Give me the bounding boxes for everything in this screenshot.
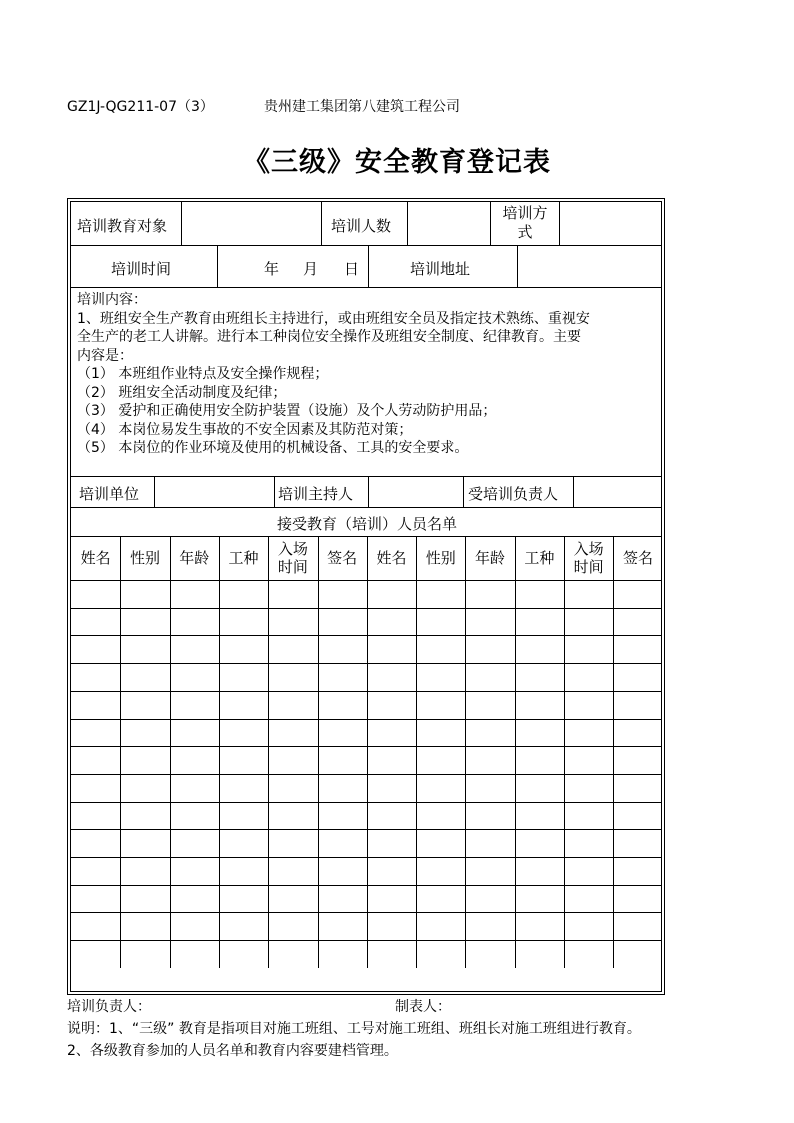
roster-cell[interactable] [466, 830, 513, 856]
roster-cell[interactable] [417, 913, 464, 939]
content-paragraph-line: 1、班组安全生产教育由班组长主持进行，或由班组安全员及指定技术熟练、重视安 [77, 310, 590, 327]
roster-cell[interactable] [614, 581, 661, 607]
roster-cell[interactable] [466, 913, 513, 939]
roster-cell[interactable] [319, 720, 366, 746]
roster-cell[interactable] [417, 609, 464, 635]
roster-cell[interactable] [319, 636, 366, 662]
roster-cell[interactable] [417, 720, 464, 746]
roster-cell[interactable] [121, 913, 168, 939]
roster-cell[interactable] [565, 775, 612, 801]
roster-cell[interactable] [466, 858, 513, 884]
roster-cell[interactable] [72, 747, 119, 773]
roster-cell[interactable] [72, 581, 119, 607]
roster-cell[interactable] [269, 886, 316, 912]
responsible-field[interactable] [574, 477, 660, 506]
footer-preparer-label: 制表人： [395, 999, 451, 1015]
roster-cell[interactable] [614, 803, 661, 829]
roster-column-header [170, 549, 219, 567]
roster-cell[interactable] [269, 858, 316, 884]
roster-cell[interactable] [269, 747, 316, 773]
roster-cell[interactable] [72, 609, 119, 635]
roster-cell[interactable] [171, 830, 218, 856]
roster-cell[interactable] [417, 692, 464, 718]
training-method-field[interactable] [560, 203, 660, 244]
roster-column-header-line2: 时间 [573, 558, 604, 576]
content-paragraph-line: 全生产的老工人讲解。进行本工种岗位安全操作及班组安全制度、纪律教育。主要 [77, 329, 581, 345]
roster-cell[interactable] [121, 775, 168, 801]
roster-cell[interactable] [368, 913, 415, 939]
registration-form [67, 198, 665, 995]
roster-cell[interactable] [516, 720, 563, 746]
roster-cell[interactable] [565, 830, 612, 856]
column-divider [274, 476, 275, 507]
roster-cell[interactable] [171, 941, 218, 967]
roster-cell[interactable] [417, 803, 464, 829]
roster-cell[interactable] [368, 720, 415, 746]
roster-cell[interactable] [368, 830, 415, 856]
roster-cell[interactable] [466, 886, 513, 912]
roster-cell[interactable] [269, 720, 316, 746]
roster-cell[interactable] [466, 803, 513, 829]
roster-cell[interactable] [466, 720, 513, 746]
roster-cell[interactable] [466, 747, 513, 773]
training-method-label-line1: 培训方 [502, 204, 548, 222]
footer-signatures [67, 996, 451, 1016]
roster-column-header [120, 549, 169, 567]
roster-cell[interactable] [565, 720, 612, 746]
roster-cell[interactable] [319, 664, 366, 690]
roster-column-header [515, 549, 564, 567]
roster-column-header-line1: 姓名 [376, 549, 407, 567]
roster-cell[interactable] [565, 858, 612, 884]
content-item: （5） 本岗位的作业环境及使用的机械设备、工具的安全要求。 [77, 440, 469, 456]
roster-cell[interactable] [220, 664, 267, 690]
roster-cell[interactable] [565, 913, 612, 939]
roster-cell[interactable] [220, 747, 267, 773]
roster-cell[interactable] [368, 858, 415, 884]
form-inner-frame [70, 201, 662, 992]
roster-cell[interactable] [516, 886, 563, 912]
host-label: 培训主持人 [278, 485, 354, 503]
roster-cell[interactable] [171, 803, 218, 829]
roster-cell[interactable] [220, 830, 267, 856]
roster-cell[interactable] [614, 913, 661, 939]
row-divider [71, 507, 661, 508]
date-month: 月 [303, 260, 319, 278]
roster-cell[interactable] [319, 609, 366, 635]
roster-cell[interactable] [121, 664, 168, 690]
training-method-label [491, 204, 559, 242]
roster-cell[interactable] [269, 609, 316, 635]
roster-cell[interactable] [319, 775, 366, 801]
roster-cell[interactable] [72, 886, 119, 912]
date-day: 日 [344, 260, 360, 278]
roster-cell[interactable] [417, 636, 464, 662]
content-item: （1） 本班组作业特点及安全操作规程； [77, 366, 329, 382]
roster-cell[interactable] [368, 664, 415, 690]
roster-cell[interactable] [368, 636, 415, 662]
roster-column-header-line1: 性别 [129, 549, 160, 567]
roster-column-header [71, 549, 120, 567]
roster-column-header-line2: 时间 [277, 558, 308, 576]
training-count-field[interactable] [408, 203, 489, 244]
roster-cell[interactable] [220, 775, 267, 801]
roster-cell[interactable] [121, 720, 168, 746]
roster-cell[interactable] [171, 747, 218, 773]
roster-cell[interactable] [72, 803, 119, 829]
roster-cell[interactable] [417, 858, 464, 884]
roster-column-header-line1: 入场 [573, 540, 604, 558]
roster-cell[interactable] [319, 858, 366, 884]
roster-column-header-line1: 工种 [228, 549, 259, 567]
roster-cell[interactable] [417, 581, 464, 607]
content-paragraph-line: 内容是： [77, 347, 133, 364]
roster-cell[interactable] [614, 720, 661, 746]
roster-cell[interactable] [121, 941, 168, 967]
roster-cell[interactable] [319, 803, 366, 829]
roster-cell[interactable] [171, 886, 218, 912]
roster-cell[interactable] [516, 803, 563, 829]
column-divider [321, 202, 322, 245]
roster-cell[interactable] [417, 886, 464, 912]
training-count-label: 培训人数 [331, 217, 392, 235]
responsible-label: 受培训负责人 [468, 485, 559, 503]
roster-cell[interactable] [319, 747, 366, 773]
training-object-label: 培训教育对象 [77, 217, 168, 235]
roster-cell[interactable] [565, 581, 612, 607]
roster-cell[interactable] [466, 581, 513, 607]
roster-cell[interactable] [269, 941, 316, 967]
column-divider [217, 245, 218, 287]
roster-cell[interactable] [171, 858, 218, 884]
document-header [67, 96, 460, 116]
roster-cell[interactable] [121, 692, 168, 718]
roster-cell[interactable] [466, 775, 513, 801]
roster-column-header-line1: 姓名 [80, 549, 111, 567]
roster-cell[interactable] [417, 775, 464, 801]
roster-cell[interactable] [516, 636, 563, 662]
roster-cell[interactable] [516, 609, 563, 635]
roster-cell[interactable] [220, 803, 267, 829]
roster-cell[interactable] [614, 775, 661, 801]
roster-cell[interactable] [319, 941, 366, 967]
roster-cell[interactable] [614, 858, 661, 884]
roster-cell[interactable] [466, 941, 513, 967]
roster-cell[interactable] [171, 692, 218, 718]
roster-cell[interactable] [417, 664, 464, 690]
roster-cell[interactable] [516, 581, 563, 607]
roster-cell[interactable] [565, 609, 612, 635]
roster-cell[interactable] [614, 830, 661, 856]
roster-cell[interactable] [516, 858, 563, 884]
roster-cell[interactable] [72, 830, 119, 856]
row-divider [71, 287, 661, 288]
roster-cell[interactable] [368, 747, 415, 773]
roster-cell[interactable] [466, 609, 513, 635]
roster-cell[interactable] [121, 636, 168, 662]
roster-cell[interactable] [565, 886, 612, 912]
roster-column-header [465, 549, 514, 567]
roster-cell[interactable] [220, 720, 267, 746]
training-content [77, 291, 661, 458]
roster-cell[interactable] [565, 636, 612, 662]
roster-cell[interactable] [368, 803, 415, 829]
roster-cell[interactable] [516, 941, 563, 967]
roster-column-header-line1: 入场 [277, 540, 308, 558]
roster-cell[interactable] [269, 830, 316, 856]
roster-cell[interactable] [269, 803, 316, 829]
roster-cell[interactable] [319, 692, 366, 718]
roster-column-header-line1: 工种 [524, 549, 555, 567]
roster-cell[interactable] [121, 858, 168, 884]
roster-cell[interactable] [614, 664, 661, 690]
roster-cell[interactable] [72, 913, 119, 939]
roster-cell[interactable] [220, 581, 267, 607]
roster-column-header [367, 549, 416, 567]
roster-cell[interactable] [121, 747, 168, 773]
column-divider [463, 476, 464, 507]
roster-cell[interactable] [220, 886, 267, 912]
page-title: 《三级》安全教育登记表 [243, 147, 551, 178]
training-location-label: 培训地址 [410, 260, 471, 278]
roster-cell[interactable] [121, 886, 168, 912]
training-object-field[interactable] [182, 203, 320, 244]
roster-cell[interactable] [319, 581, 366, 607]
roster-cell[interactable] [417, 941, 464, 967]
roster-cell[interactable] [171, 664, 218, 690]
roster-cell[interactable] [269, 692, 316, 718]
roster-cell[interactable] [368, 941, 415, 967]
roster-cell[interactable] [121, 803, 168, 829]
column-divider [368, 245, 369, 287]
roster-cell[interactable] [220, 941, 267, 967]
roster-column-header [268, 540, 317, 576]
roster-cell[interactable] [269, 636, 316, 662]
roster-column-header [318, 549, 367, 567]
roster-cell[interactable] [269, 664, 316, 690]
roster-column-header-line1: 年龄 [179, 549, 210, 567]
roster-cell[interactable] [516, 913, 563, 939]
roster-column-header [613, 549, 662, 567]
footer-note-2: 2、各级教育参加的人员名单和教育内容要建档管理。 [67, 1043, 398, 1059]
roster-cell[interactable] [220, 858, 267, 884]
roster-cell[interactable] [171, 913, 218, 939]
content-heading: 培训内容： [77, 292, 147, 308]
roster-cell[interactable] [565, 941, 612, 967]
training-method-label-line2: 式 [517, 223, 533, 241]
content-item: （4） 本岗位易发生事故的不安全因素及其防范对策； [77, 421, 413, 438]
roster-cell[interactable] [565, 747, 612, 773]
roster-cell[interactable] [220, 692, 267, 718]
roster-cell[interactable] [121, 830, 168, 856]
roster-column-header-line1: 年龄 [475, 549, 506, 567]
roster-cell[interactable] [220, 609, 267, 635]
date-year: 年 [264, 260, 280, 278]
roster-cell[interactable] [72, 858, 119, 884]
roster-cell[interactable] [171, 581, 218, 607]
roster-cell[interactable] [319, 886, 366, 912]
roster-cell[interactable] [269, 581, 316, 607]
roster-cell[interactable] [72, 664, 119, 690]
roster-cell[interactable] [171, 636, 218, 662]
training-unit-label: 培训单位 [79, 485, 140, 503]
roster-cell[interactable] [565, 803, 612, 829]
roster-cell[interactable] [319, 830, 366, 856]
roster-cell[interactable] [516, 747, 563, 773]
roster-cell[interactable] [72, 720, 119, 746]
roster-column-header-line1: 性别 [425, 549, 456, 567]
roster-cell[interactable] [171, 720, 218, 746]
roster-column-header [564, 540, 613, 576]
roster-cell[interactable] [417, 830, 464, 856]
roster-cell[interactable] [614, 609, 661, 635]
roster-cell[interactable] [319, 913, 366, 939]
roster-cell[interactable] [565, 692, 612, 718]
roster-cell[interactable] [614, 636, 661, 662]
roster-cell[interactable] [72, 692, 119, 718]
roster-cell[interactable] [516, 775, 563, 801]
roster-cell[interactable] [171, 609, 218, 635]
roster-cell[interactable] [466, 664, 513, 690]
training-time-label: 培训时间 [111, 260, 172, 278]
roster-cell[interactable] [368, 886, 415, 912]
roster-cell[interactable] [368, 692, 415, 718]
roster-column-header [219, 549, 268, 567]
training-unit-field[interactable] [155, 477, 273, 506]
roster-column-header-line1: 签名 [327, 549, 358, 567]
content-item: （2） 班组安全活动制度及纪律； [77, 384, 287, 401]
roster-cell[interactable] [269, 913, 316, 939]
company-name: 贵州建工集团第八建筑工程公司 [264, 99, 460, 115]
roster-cell[interactable] [565, 664, 612, 690]
roster-cell[interactable] [121, 609, 168, 635]
host-field[interactable] [369, 477, 462, 506]
roster-cell[interactable] [417, 747, 464, 773]
roster-cell[interactable] [368, 775, 415, 801]
form-code: GZ1J-QG211-07（3） [67, 99, 214, 115]
roster-cell[interactable] [72, 636, 119, 662]
roster-cell[interactable] [614, 886, 661, 912]
roster-cell[interactable] [516, 830, 563, 856]
roster-cell[interactable] [220, 636, 267, 662]
footer-note-1: 说明：1、“三级” 教育是指项目对施工班组、工号对施工班组、班组长对施工班组进行教育。 [67, 1021, 641, 1037]
roster-cell[interactable] [368, 609, 415, 635]
roster-cell[interactable] [220, 913, 267, 939]
roster-cell[interactable] [614, 747, 661, 773]
roster-column-header [416, 549, 465, 567]
roster-cell[interactable] [368, 581, 415, 607]
roster-title: 接受教育（培训）人员名单 [276, 515, 457, 533]
roster-cell[interactable] [614, 692, 661, 718]
roster-cell[interactable] [72, 941, 119, 967]
roster-column-header-line1: 签名 [622, 549, 653, 567]
roster-cell[interactable] [614, 941, 661, 967]
roster-cell[interactable] [516, 664, 563, 690]
roster-cell[interactable] [269, 775, 316, 801]
roster-cell[interactable] [171, 775, 218, 801]
roster-cell[interactable] [121, 581, 168, 607]
training-location-field[interactable] [518, 246, 660, 286]
roster-cell[interactable] [72, 775, 119, 801]
roster-cell[interactable] [516, 692, 563, 718]
footer-responsible-label: 培训负责人： [67, 999, 151, 1015]
roster-cell[interactable] [466, 636, 513, 662]
roster-cell[interactable] [466, 692, 513, 718]
content-item: （3） 爱护和正确使用安全防护装置（设施）及个人劳动防护用品； [77, 403, 497, 419]
